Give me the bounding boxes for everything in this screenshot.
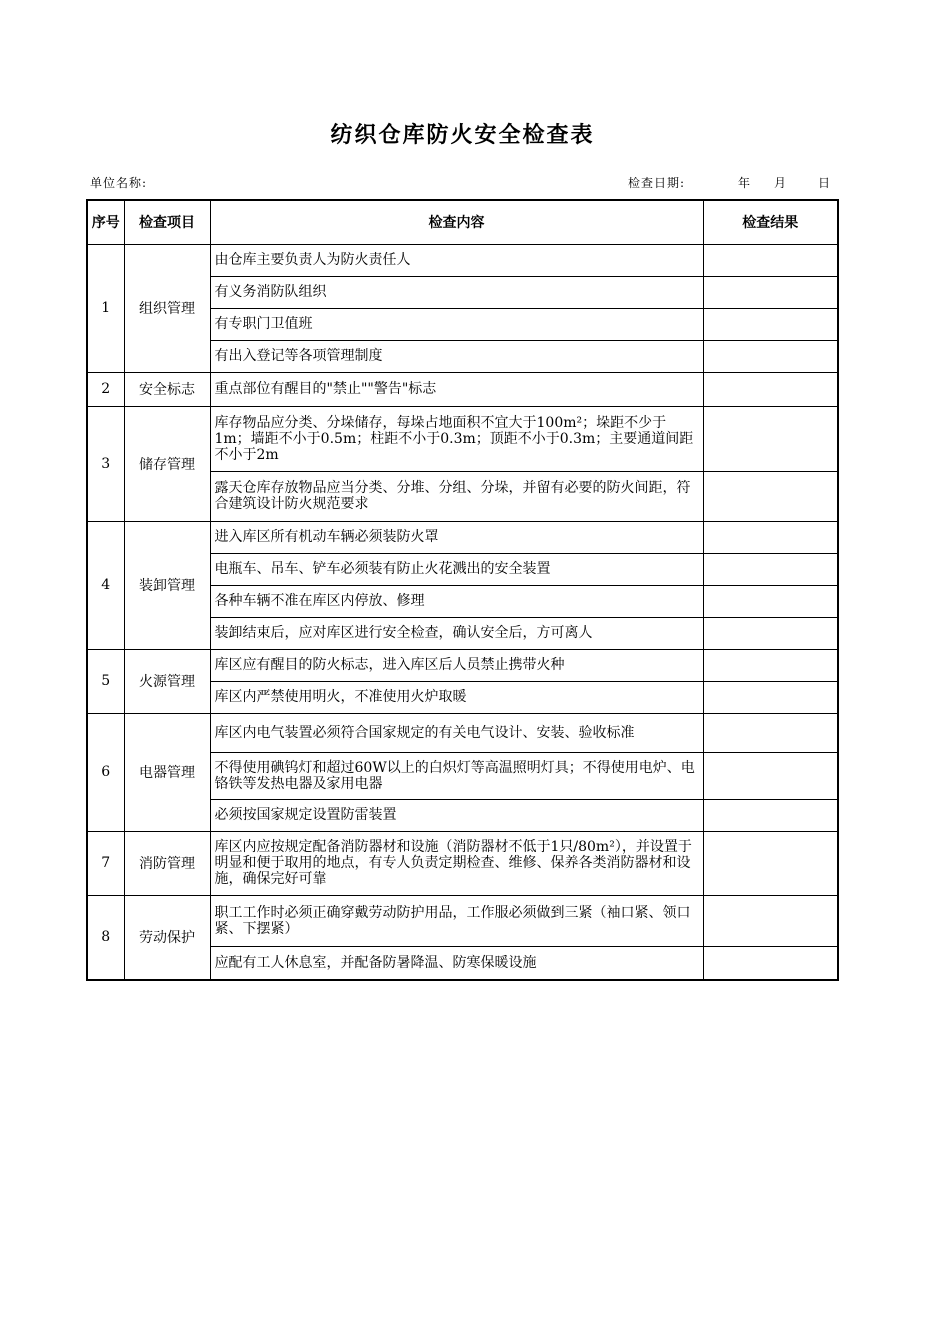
- header-result: 检查结果: [703, 200, 838, 244]
- check-result-cell[interactable]: [703, 752, 838, 799]
- inspection-table: [86, 199, 839, 981]
- check-result-cell[interactable]: [703, 585, 838, 617]
- header-content: 检查内容: [210, 200, 703, 244]
- row-number: 4: [87, 521, 124, 649]
- check-result-cell[interactable]: [703, 521, 838, 553]
- check-result-cell[interactable]: [703, 799, 838, 831]
- table-row: [87, 831, 838, 895]
- check-item: 消防管理: [124, 831, 210, 895]
- page-title: 纺织仓库防火安全检查表: [330, 123, 595, 148]
- table-row: [87, 521, 838, 553]
- check-result-cell[interactable]: [703, 340, 838, 372]
- table-row: [87, 372, 838, 406]
- check-content: 不得使用碘钨灯和超过60W以上的白炽灯等高温照明灯具；不得使用电炉、电铬铁等发热电器及家用电器: [210, 752, 703, 799]
- check-item: 劳动保护: [124, 895, 210, 980]
- check-content: 必须按国家规定设置防雷装置: [210, 799, 703, 831]
- check-content: 库区应有醒目的防火标志，进入库区后人员禁止携带火种: [210, 649, 703, 681]
- check-content: 有义务消防队组织: [210, 276, 703, 308]
- check-content: 库区内严禁使用明火，不准使用火炉取暖: [210, 681, 703, 713]
- check-item: 储存管理: [124, 406, 210, 521]
- check-content: 库区内电气装置必须符合国家规定的有关电气设计、安装、验收标准: [210, 713, 703, 752]
- check-result-cell[interactable]: [703, 617, 838, 649]
- check-content: 露天仓库存放物品应当分类、分堆、分组、分垛，并留有必要的防火间距，符合建筑设计防火规范要求: [210, 471, 703, 521]
- table-row: [87, 244, 838, 276]
- check-content: 进入库区所有机动车辆必须装防火罩: [210, 521, 703, 553]
- check-content: 职工工作时必须正确穿戴劳动防护用品，工作服必须做到三紧（袖口紧、领口紧、下摆紧）: [210, 895, 703, 946]
- check-item: 火源管理: [124, 649, 210, 713]
- check-content: 库区内应按规定配备消防器材和设施（消防器材不低于1只/80m²），并设置于明显和便于取用的地点，有专人负责定期检查、维修、保养各类消防器材和设施，确保完好可靠: [210, 831, 703, 895]
- row-number: 3: [87, 406, 124, 521]
- table-row: [87, 895, 838, 946]
- date-day-label: 日: [818, 176, 832, 190]
- check-content: 电瓶车、吊车、铲车必须装有防止火花溅出的安全装置: [210, 553, 703, 585]
- unit-name-label: 单位名称:: [90, 176, 148, 190]
- table-header-row: [87, 200, 838, 244]
- row-number: 1: [87, 244, 124, 372]
- check-result-cell[interactable]: [703, 946, 838, 980]
- check-content: 应配有工人休息室，并配备防暑降温、防寒保暖设施: [210, 946, 703, 980]
- check-result-cell[interactable]: [703, 406, 838, 471]
- check-result-cell[interactable]: [703, 308, 838, 340]
- check-result-cell[interactable]: [703, 713, 838, 752]
- header-no: 序号: [87, 200, 124, 244]
- check-content: 由仓库主要负责人为防火责任人: [210, 244, 703, 276]
- date-year-label: 年: [738, 176, 752, 190]
- check-content: 重点部位有醒目的"禁止""警告"标志: [210, 372, 703, 406]
- check-result-cell[interactable]: [703, 244, 838, 276]
- row-number: 5: [87, 649, 124, 713]
- table-row: [87, 406, 838, 471]
- check-result-cell[interactable]: [703, 681, 838, 713]
- row-number: 2: [87, 372, 124, 406]
- check-result-cell[interactable]: [703, 553, 838, 585]
- check-item: 组织管理: [124, 244, 210, 372]
- check-result-cell[interactable]: [703, 649, 838, 681]
- check-result-cell[interactable]: [703, 372, 838, 406]
- check-content: 有出入登记等各项管理制度: [210, 340, 703, 372]
- check-result-cell[interactable]: [703, 471, 838, 521]
- check-result-cell[interactable]: [703, 895, 838, 946]
- check-content: 装卸结束后，应对库区进行安全检查，确认安全后，方可离人: [210, 617, 703, 649]
- check-content: 有专职门卫值班: [210, 308, 703, 340]
- table-row: [87, 649, 838, 681]
- check-item: 装卸管理: [124, 521, 210, 649]
- row-number: 8: [87, 895, 124, 980]
- date-month-label: 月: [774, 176, 788, 190]
- table-row: [87, 713, 838, 752]
- row-number: 7: [87, 831, 124, 895]
- check-result-cell[interactable]: [703, 276, 838, 308]
- check-content: 各种车辆不准在库区内停放、修理: [210, 585, 703, 617]
- check-item: 安全标志: [124, 372, 210, 406]
- check-content: 库存物品应分类、分垛储存，每垛占地面积不宜大于100m²；垛距不少于1m；墙距不小于0.5m；柱距不小于0.3m；顶距不小于0.3m；主要通道间距不小于2m: [210, 406, 703, 471]
- header-item: 检查项目: [124, 200, 210, 244]
- check-date-label: 检查日期:: [628, 176, 686, 190]
- row-number: 6: [87, 713, 124, 831]
- check-item: 电器管理: [124, 713, 210, 831]
- check-result-cell[interactable]: [703, 831, 838, 895]
